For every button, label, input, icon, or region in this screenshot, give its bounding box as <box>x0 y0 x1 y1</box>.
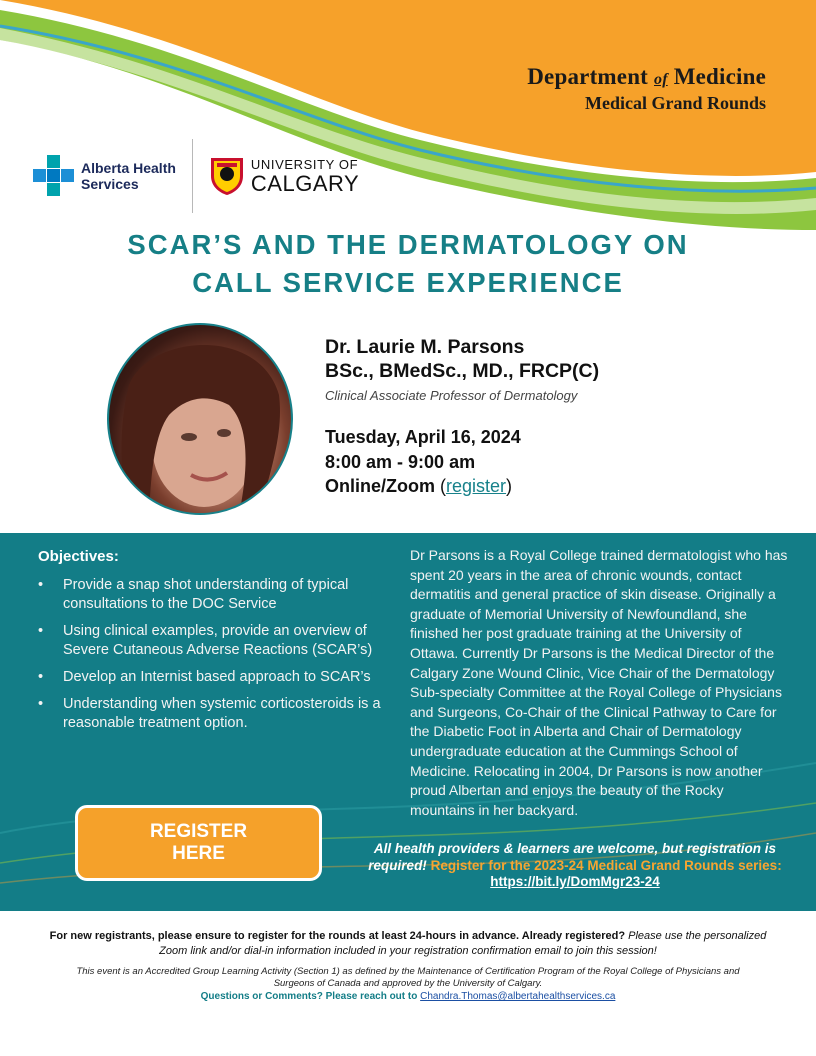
ahs-cross-icon <box>33 155 75 197</box>
dept-word-medicine: Medicine <box>673 64 766 89</box>
register-link[interactable]: register <box>446 476 507 496</box>
ucalgary-name-line2: CALGARY <box>250 170 360 196</box>
event-details <box>325 425 599 499</box>
speaker-bio: Dr Parsons is a Royal College trained dermatologist who has spent 20 years in the area of chronic wounds, contact dermatitis and general practice of skin disease. Originally a graduate of Memorial University of Newfoundland, she finished her post graduate training at the University of Ottawa. Currently Dr Parsons is the Medical Director of the Calgary Zone Wound Clinic, Vice Chair of the Dermatology Sub-specialty Committee at the Royal College of Physicians and Surgeons, Co-Chair of the Clinical Pathway to Care for the Diabetic Foot in Alberta and Chair of Dermatology undergraduate education at the Cummings School of Medicine. Relocating in 2004, Dr Parsons is now another proud Albertan and enjoys the beauty of the Rocky mountains in her backyard. <box>410 547 788 818</box>
register-button-line1: REGISTER <box>149 821 248 842</box>
event-title-line1: SCAR’S AND THE DERMATOLOGY ON <box>127 229 689 260</box>
objectives-section <box>38 548 388 741</box>
department-title <box>527 64 766 90</box>
contact-prompt: Questions or Comments? Please reach out to <box>200 991 418 1002</box>
accreditation-statement: This event is an Accredited Group Learning Activity (Section 1) as defined by the Maintenance of Certification Program of the Royal College of Physicians and Surgeons of Canada and approved by the University of Calgary. <box>76 966 740 989</box>
speaker-credentials: BSc., BMedSc., MD., FRCP(C) <box>325 360 600 382</box>
speaker-portrait-image <box>109 325 293 515</box>
contact-line <box>60 991 756 1002</box>
dept-word-department: Department <box>527 64 649 89</box>
series-registration-text: Register for the 2023-24 Medical Grand Rounds series: <box>430 857 782 873</box>
register-button-line2: HERE <box>172 843 225 864</box>
event-title <box>0 226 816 302</box>
speaker-name: Dr. Laurie M. Parsons <box>325 336 525 358</box>
logos-row <box>33 138 359 214</box>
ahs-logo <box>33 155 176 197</box>
speaker-info <box>325 335 599 499</box>
footer-bold-text: For new registrants, please ensure to register for the rounds at least 24-hours in advance. Already registered? <box>49 930 626 942</box>
list-item: • Using clinical examples, provide an overview of Severe Cutaneous Adverse Reactions (SCAR’s) <box>38 623 373 658</box>
event-location-row: Online/Zoom (register) <box>325 476 513 496</box>
objectives-heading: Objectives: <box>38 548 119 565</box>
series-registration-link[interactable]: https://bit.ly/DomMgr23-24 <box>490 874 660 889</box>
ahs-name-line2: Services <box>81 176 139 192</box>
department-subtitle: Medical Grand Rounds <box>584 93 766 113</box>
registration-notice-text: All health providers & learners are welcome, but registration is required! <box>368 841 777 873</box>
dept-word-of: of <box>654 71 668 88</box>
contact-email-link[interactable]: Chandra.Thomas@albertahealthservices.ca <box>420 991 616 1002</box>
speaker-role: Clinical Associate Professor of Dermatology <box>325 388 578 403</box>
logo-divider <box>192 139 193 213</box>
ahs-name-line1: Alberta Health <box>81 160 176 176</box>
registration-notice <box>352 841 798 891</box>
footer-italic-text: Please use the personalized Zoom link and/or dial-in information included in your registration confirmation email to join this session! <box>159 930 767 957</box>
ucalgary-crest-icon <box>209 156 245 196</box>
event-time: 8:00 am - 9:00 am <box>325 451 476 472</box>
event-date: Tuesday, April 16, 2024 <box>325 427 521 447</box>
objectives-list <box>38 576 388 733</box>
event-location: Online/Zoom <box>325 476 435 496</box>
list-item: • Provide a snap shot understanding of typical consultations to the DOC Service <box>38 577 349 612</box>
register-here-button[interactable] <box>75 805 322 881</box>
footer-instructions <box>40 929 776 958</box>
event-title-line2: CALL SERVICE EXPERIENCE <box>192 267 624 298</box>
department-header <box>527 64 766 114</box>
list-item: • Develop an Internist based approach to SCAR’s <box>38 669 371 685</box>
speaker-photo <box>107 323 293 515</box>
ucalgary-logo <box>209 156 359 196</box>
list-item: • Understanding when systemic corticosteroids is a reasonable treatment option. <box>38 696 381 731</box>
ucalgary-name-line1: UNIVERSITY OF <box>250 156 359 172</box>
